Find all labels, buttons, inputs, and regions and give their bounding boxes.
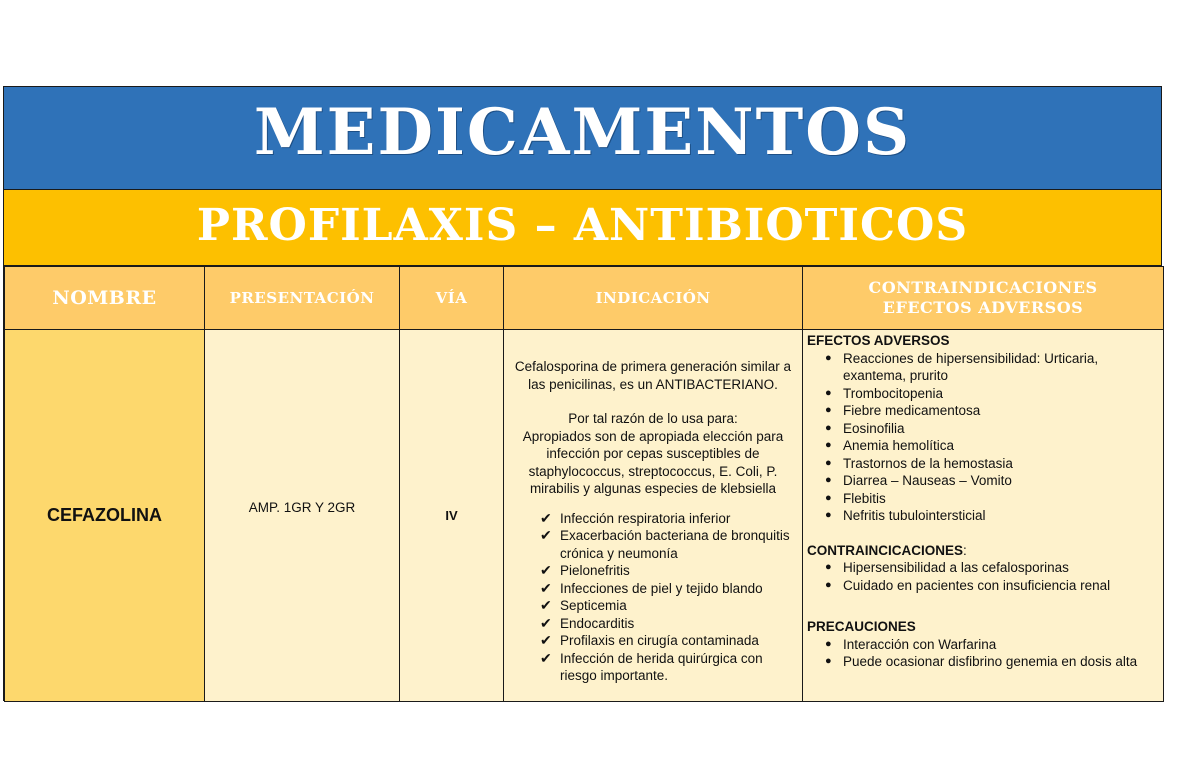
precauciones-title: PRECAUCIONES — [807, 619, 916, 634]
bullet-icon: ● — [825, 578, 832, 591]
list-item: ● Fiebre medicamentosa — [825, 403, 981, 418]
checkmark-icon: ✔ — [540, 597, 552, 613]
bullet-icon: ● — [825, 509, 832, 521]
list-item: ● Eosinofilia — [825, 420, 905, 436]
efectos-list — [807, 350, 1159, 525]
indicacion-intro: Cefalosporina de primera generación similar a las penicilinas, es un ANTIBACTERIANO. — [514, 359, 792, 392]
indicacion-uso-line1: Por tal razón de lo usa para: — [568, 411, 738, 426]
page-title: MEDICAMENTOS — [253, 94, 912, 170]
cell-indicacion — [504, 330, 803, 702]
cell-via: IV — [400, 330, 504, 702]
efectos-title: EFECTOS ADVERSOS — [807, 333, 950, 348]
medication-sheet — [3, 86, 1162, 701]
checkmark-icon: ✔ — [540, 579, 552, 596]
bullet-icon: ● — [825, 655, 832, 667]
page-subtitle: PROFILAXIS – ANTIBIOTICOS — [196, 200, 969, 251]
header-contra-line1: CONTRAINDICACIONES — [868, 278, 1098, 297]
cell-contraindicaciones — [803, 330, 1164, 702]
bullet-icon: ● — [825, 637, 832, 650]
bullet-icon: ● — [825, 351, 832, 364]
bullet-icon: ● — [825, 404, 832, 416]
bullet-icon: ● — [825, 561, 832, 573]
indicacion-uso-line2: Apropiados son de apropiada elección para infección por cepas susceptibles de staphylococcus, streptococcus, E. Coli, P. mirabilis y algunas especies de klebsiella — [522, 428, 784, 496]
list-item: ● Nefritis tubulointersticial — [825, 508, 986, 523]
cell-nombre: CEFAZOLINA — [5, 330, 205, 702]
header-indicacion: INDICACIÓN — [504, 267, 803, 330]
list-item: ✔ Septicemia — [540, 597, 627, 613]
subtitle-banner — [4, 190, 1161, 266]
list-item: ✔ Infección de herida quirúrgica con riesgo importante. — [540, 649, 763, 683]
list-item: ● Cuidado en pacientes con insuficiencia renal — [825, 577, 1111, 593]
list-item: ✔ Pielonefritis — [540, 562, 630, 578]
checkmark-icon: ✔ — [540, 632, 552, 648]
list-item: ● Interacción con Warfarina — [825, 636, 997, 652]
list-item: ✔ Exacerbación bacteriana de bronquitis crónica y neumonía — [540, 527, 790, 561]
precauciones-list — [807, 636, 1159, 671]
list-item: ● Anemia hemolítica — [825, 438, 955, 453]
checkmark-icon: ✔ — [540, 527, 552, 543]
bullet-icon: ● — [825, 456, 832, 469]
list-item: ● Hipersensibilidad a las cefalosporinas — [825, 560, 1069, 575]
checkmark-icon: ✔ — [540, 649, 552, 666]
bullet-icon: ● — [825, 439, 832, 451]
list-item: ● Diarrea – Nauseas – Vomito — [825, 473, 1012, 488]
list-item: ● Flebitis — [825, 490, 886, 506]
bullet-icon: ● — [825, 386, 832, 399]
bullet-icon: ● — [825, 421, 832, 434]
list-item: ✔ Infección respiratoria inferior — [540, 509, 731, 526]
list-item: ● Reacciones de hipersensibilidad: Urticaria, exantema, prurito — [825, 350, 1099, 383]
bullet-icon: ● — [825, 474, 832, 486]
contraindicaciones-list — [807, 559, 1159, 594]
list-item: ✔ Endocarditis — [540, 614, 635, 631]
checkmark-icon: ✔ — [540, 614, 552, 631]
contraindicaciones-title: CONTRAINCICACIONES: — [807, 542, 967, 558]
header-presentacion: PRESENTACIÓN — [205, 267, 400, 330]
indicacion-list — [512, 510, 794, 685]
list-item: ✔ Infecciones de piel y tejido blando — [540, 579, 763, 596]
list-item: ● Trastornos de la hemostasia — [825, 455, 1013, 471]
header-row — [5, 267, 1164, 330]
list-item: ✔ Profilaxis en cirugía contaminada — [540, 632, 759, 648]
header-contra-line2: EFECTOS ADVERSOS — [882, 298, 1084, 317]
checkmark-icon: ✔ — [540, 509, 552, 526]
bullet-icon: ● — [825, 491, 832, 504]
list-item: ● Puede ocasionar disfibrino genemia en dosis alta — [825, 654, 1138, 669]
header-contraindicaciones — [803, 267, 1164, 330]
title-banner — [4, 87, 1161, 190]
header-via: VÍA — [400, 267, 504, 330]
cell-presentacion: AMP. 1GR Y 2GR — [205, 330, 400, 702]
list-item: ● Trombocitopenia — [825, 385, 944, 401]
medication-table — [4, 266, 1164, 702]
table-row — [5, 330, 1164, 702]
checkmark-icon: ✔ — [540, 562, 552, 578]
header-nombre: NOMBRE — [5, 267, 205, 330]
